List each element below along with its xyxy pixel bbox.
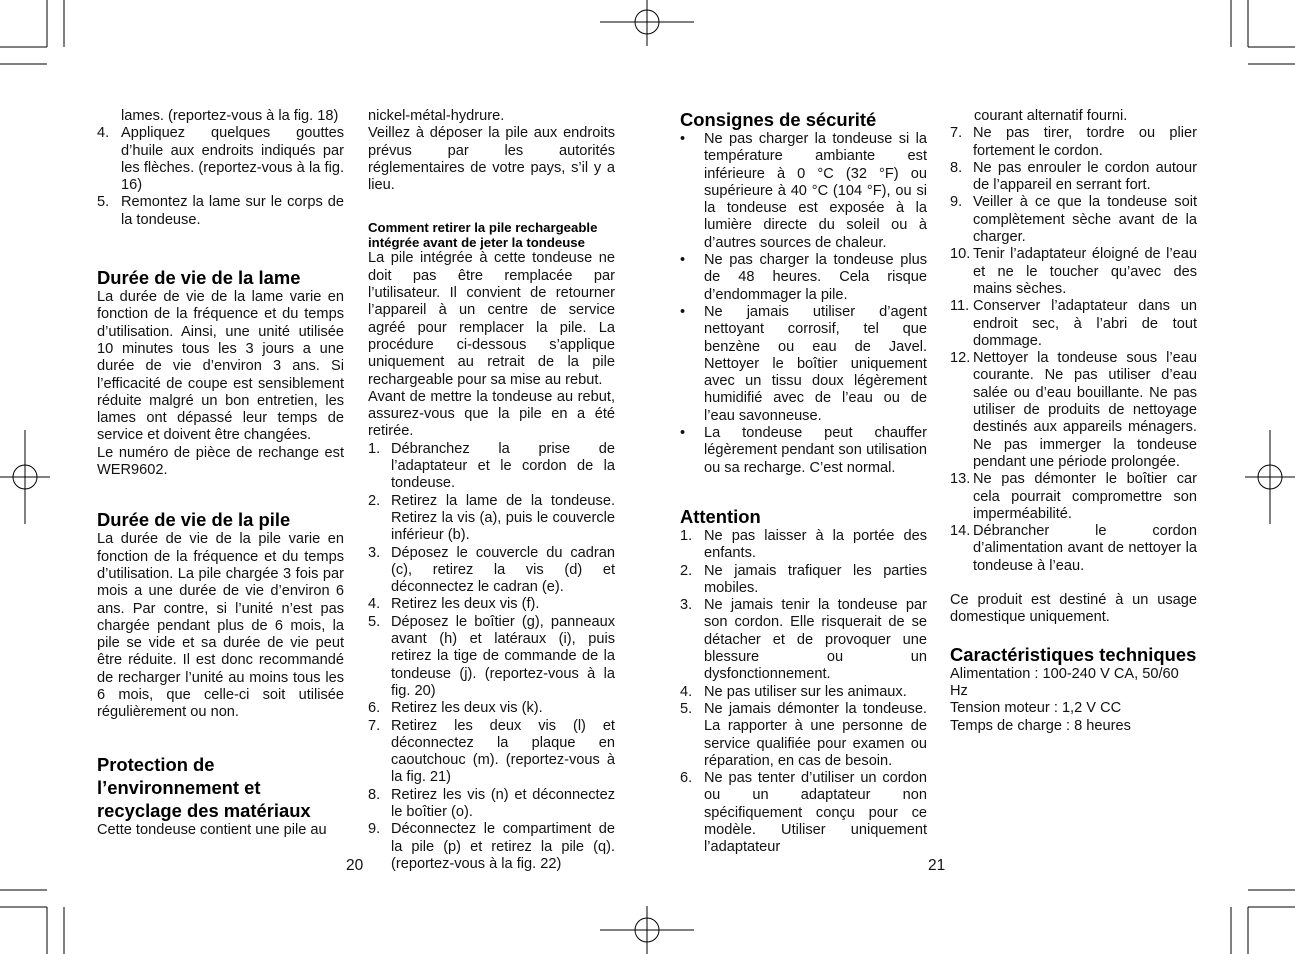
continued-line: courant alternatif fourni. xyxy=(974,108,1128,124)
item-text: Ne pas tirer, tordre ou plier fortement le cordon. xyxy=(973,125,1197,159)
paragraph: La durée de vie de la lame varie en fonction de la fréquence et du temps d’utilisation. Ainsi, une unité utilisée 10 minutes tous les 3 jours a une durée de vie d’environ 3 ans. Si l’efficacité de coupe est sensiblement réduite malgré un bon entretien, les lames ont dépassé leur temps de service et doivent être changées. xyxy=(97,289,344,444)
item-number: 4. xyxy=(680,683,693,700)
list-item xyxy=(368,700,615,717)
section-heading: Caractéristiques techniques xyxy=(950,643,1197,665)
list-item xyxy=(950,160,1197,195)
page-21-column-1 xyxy=(680,108,927,857)
item-text: Ne pas utiliser sur les animaux. xyxy=(704,683,907,700)
item-text: Ne pas charger la tondeuse si la température ambiante est inférieure à 0 °C (32 °F) ou supérieure à 40 °C (104 °F), ou si la tondeuse est exposée à la lumière directe du soleil ou à d’autres sources de chaleur. xyxy=(704,131,927,251)
item-number: 9. xyxy=(950,194,963,211)
registration-target-left xyxy=(0,430,50,524)
registration-target-top xyxy=(600,0,694,46)
item-text: Ne pas tenter d’utiliser un cordon ou un adaptateur non spécifiquement conçu pour ce modèle. Utiliser uniquement l’adaptateur xyxy=(704,770,927,856)
bullet-symbol: • xyxy=(680,252,686,269)
item-text: Ne pas démonter le boîtier car cela pourrait compromettre son imperméabilité. xyxy=(973,471,1197,522)
item-number: 5. xyxy=(368,613,381,630)
item-text: Débranchez la prise de l’adaptateur et le cordon de la tondeuse. xyxy=(391,440,615,492)
item-number: 5. xyxy=(680,700,693,717)
item-text: Nettoyer la tondeuse sous l’eau courante. Ne pas utiliser d’eau salée ou d’eau bouillante. Ne pas utiliser de produits de nettoyage destinés aux appareils ménagers. Ne pas immerger la tondeuse pendant une période prolongée. xyxy=(973,350,1197,470)
list-item xyxy=(368,545,615,597)
item-text: Remontez la lame sur le corps de la tondeuse. xyxy=(121,194,344,228)
list-item xyxy=(950,194,1197,246)
item-number: 3. xyxy=(680,597,693,614)
item-text: Retirez la lame de la tondeuse. Retirez la vis (a), puis le couvercle inférieur (b). xyxy=(391,492,615,544)
item-number: 14. xyxy=(950,523,971,540)
list-item xyxy=(680,563,927,598)
registration-target-right xyxy=(1245,430,1295,524)
paragraph: Veillez à déposer la pile aux endroits prévus par les autorités réglementaires de votre pays, s’il y a lieu. xyxy=(368,125,615,194)
item-text: Veiller à ce que la tondeuse soit complètement sèche avant de la charger. xyxy=(973,194,1197,246)
item-number: 11. xyxy=(950,298,970,315)
item-number: 5. xyxy=(97,194,110,211)
list-item xyxy=(368,614,615,700)
spec-line: Temps de charge : 8 heures xyxy=(950,717,1131,734)
item-number: 4. xyxy=(368,596,381,613)
item-number: 7. xyxy=(950,125,963,142)
item-number: 2. xyxy=(368,492,381,509)
paragraph: Avant de mettre la tondeuse au rebut, assurez-vous que la pile en a été retirée. xyxy=(368,388,615,440)
item-number: 3. xyxy=(368,544,381,561)
item-number: 6. xyxy=(680,770,693,787)
item-text: Ne jamais tenir la tondeuse par son cordon. Elle risquerait de se détacher et de provoquer une blessure ou un dysfonctionnement. xyxy=(704,597,927,683)
spec-line: Alimentation : 100-240 V CA, 50/60 Hz xyxy=(950,665,1179,699)
list-item xyxy=(680,701,927,770)
paragraph: Le numéro de pièce de rechange est WER9602. xyxy=(97,444,344,479)
subsection-heading: Comment retirer la pile rechargeable intégrée avant de jeter la tondeuse xyxy=(368,220,598,251)
item-text: Appliquez quelques gouttes d’huile aux endroits indiqués par les flèches. (reportez-vous à la fig. 16) xyxy=(121,125,344,194)
list-item xyxy=(950,523,1197,575)
item-text: Déconnectez le compartiment de la pile (p) et retirez la pile (q). (reportez-vous à la fig. 22) xyxy=(391,821,615,872)
paragraph: nickel-métal-hydrure. xyxy=(368,108,505,124)
item-text: Ne jamais trafiquer les parties mobiles. xyxy=(704,562,927,596)
list-item xyxy=(368,493,615,545)
registration-target-bottom xyxy=(600,906,694,954)
section-heading: Attention xyxy=(680,505,761,527)
list-item xyxy=(368,718,615,787)
bullet-symbol: • xyxy=(680,303,686,320)
page-21-column-2 xyxy=(950,108,1197,735)
item-number: 1. xyxy=(368,440,381,457)
paragraph: Ce produit est destiné à un usage domestique uniquement. xyxy=(950,592,1197,626)
bullet-symbol: • xyxy=(680,425,686,442)
list-item xyxy=(368,596,615,613)
item-number: 8. xyxy=(950,159,963,176)
item-text: Déposez le couvercle du cadran (c), retirez la vis (d) et déconnectez le cadran (e). xyxy=(391,544,615,596)
item-text: Conserver l’adaptateur dans un endroit sec, à l’abri de tout dommage. xyxy=(973,298,1197,349)
page-20-column-1 xyxy=(97,108,344,839)
item-number: 10. xyxy=(950,246,971,263)
bullet-item xyxy=(680,304,927,425)
item-number: 13. xyxy=(950,471,971,488)
item-text: Retirez les deux vis (f). xyxy=(391,596,540,613)
bullet-symbol: • xyxy=(680,131,686,147)
list-item xyxy=(950,246,1197,298)
item-number: 12. xyxy=(950,350,971,367)
item-text: Ne pas charger la tondeuse plus de 48 heures. Cela risque d’endommager la pile. xyxy=(704,252,927,303)
bullet-item xyxy=(680,425,927,477)
item-text: Tenir l’adaptateur éloigné de l’eau et ne le toucher qu’avec des mains sèches. xyxy=(973,246,1197,297)
list-item xyxy=(950,125,1197,160)
item-number: 8. xyxy=(368,786,381,803)
list-item xyxy=(97,125,344,194)
list-item xyxy=(950,298,1197,350)
item-text: Déposez le boîtier (g), panneaux avant (h) et latéraux (i), puis retirez la tige de commande de la tondeuse (j). (reportez-vous à la fig. 20) xyxy=(391,613,615,699)
item-text: Ne jamais démonter la tondeuse. La rapporter à une personne de service qualifiée pour examen ou réparation, en cas de besoin. xyxy=(704,700,927,769)
paragraph: La pile intégrée à cette tondeuse ne doit pas être remplacée par l’utilisateur. Il convient de retourner l’appareil à un centre de service agréé pour remplacer la pile. La procédure ci-dessous s’applique uniquement au retrait de la pile rechargeable pour sa mise au rebut. xyxy=(368,250,615,388)
bullet-item xyxy=(680,131,927,252)
item-text: Ne pas laisser à la portée des enfants. xyxy=(704,527,927,562)
list-item xyxy=(368,441,615,493)
spec-line: Tension moteur : 1,2 V CC xyxy=(950,700,1122,717)
list-item xyxy=(680,684,927,701)
item-number: 1. xyxy=(680,527,693,544)
item-number: 9. xyxy=(368,821,381,838)
list-item xyxy=(368,787,615,822)
item-text: Ne pas enrouler le cordon autour de l’appareil en serrant fort. xyxy=(973,159,1197,194)
paragraph: Cette tondeuse contient une pile au xyxy=(97,821,327,838)
page-number: 20 xyxy=(346,857,364,874)
bullet-item xyxy=(680,252,927,304)
item-text: Ne jamais utiliser d’agent nettoyant corrosif, tel que benzène ou eau de Javel. Nettoyer le boîtier uniquement avec un tissu doux légèrement humidifié avec de l’eau ou de l’eau savonneuse. xyxy=(704,303,927,424)
continued-line: lames. (reportez-vous à la fig. 18) xyxy=(121,108,339,124)
item-number: 4. xyxy=(97,125,110,142)
page-20-column-2 xyxy=(368,108,615,873)
paragraph: La durée de vie de la pile varie en fonction de la fréquence et du temps d’utilisation. La pile chargée 3 fois par mois a une durée de vie d’environ 6 ans. Par contre, si l’unité n’est pas chargée pendant plus de 6 mois, la pile se vide et sa durée de vie peut être réduite. Il est donc recommandé de recharger l’unité au moins tous les 6 mois, que celle-ci soit utilisée régulièrement ou non. xyxy=(97,531,344,721)
list-item xyxy=(97,194,344,229)
list-item xyxy=(950,350,1197,471)
item-number: 7. xyxy=(368,717,381,734)
item-text: Débrancher le cordon d’alimentation avant de nettoyer la tondeuse à l’eau. xyxy=(973,523,1197,574)
section-heading: Durée de vie de la pile xyxy=(97,509,291,531)
item-text: La tondeuse peut chauffer légèrement pendant son utilisation ou sa recharge. C’est normal. xyxy=(704,425,927,476)
section-heading: Durée de vie de la lame xyxy=(97,267,301,289)
list-item xyxy=(680,597,927,683)
item-text: Retirez les deux vis (l) et déconnectez la plaque en caoutchouc (m). (reportez-vous à la fig. 21) xyxy=(391,717,615,786)
item-number: 6. xyxy=(368,700,381,717)
item-number: 2. xyxy=(680,562,693,579)
list-item xyxy=(680,528,927,563)
section-heading: Protection de l’environnement et recyclage des matériaux xyxy=(97,753,311,821)
list-item xyxy=(368,821,615,873)
list-item xyxy=(680,770,927,856)
item-text: Retirez les vis (n) et déconnectez le boîtier (o). xyxy=(391,786,615,820)
section-heading: Consignes de sécurité xyxy=(680,109,877,130)
item-text: Retirez les deux vis (k). xyxy=(391,700,543,717)
page-number: 21 xyxy=(928,857,946,874)
list-item xyxy=(950,471,1197,523)
